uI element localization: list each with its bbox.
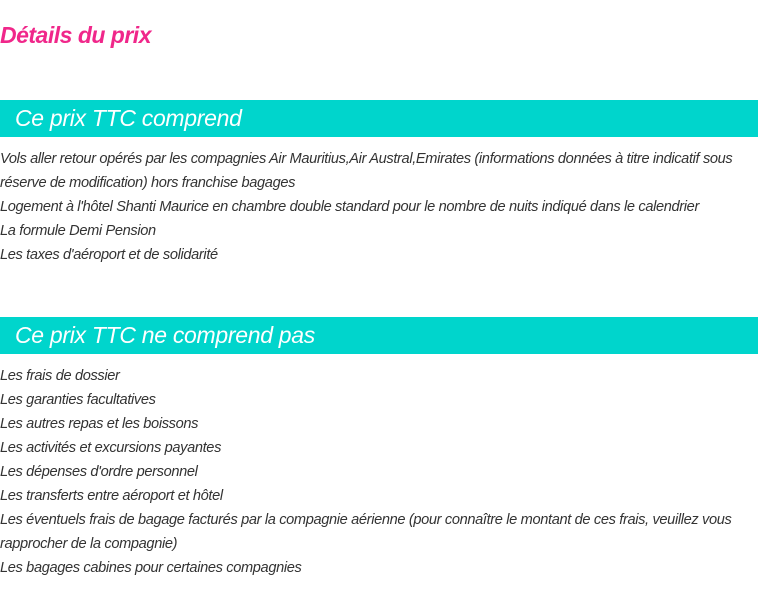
included-list [0,147,758,267]
list-item: Les taxes d'aéroport et de solidarité [0,247,218,263]
excluded-list [0,364,758,580]
list-item: Les activités et excursions payantes [0,440,222,456]
list-item: Logement à l'hôtel Shanti Maurice en chambre double standard pour le nombre de nuits indiqué dans le calendrier [0,199,699,215]
excluded-section [0,317,758,580]
page-title: Détails du prix [0,22,151,48]
included-heading: Ce prix TTC comprend [0,100,758,137]
list-item: Vols aller retour opérés par les compagnies Air Mauritius,Air Austral,Emirates (informations données à titre indicatif sous réserve de modification) hors franchise bagages [0,151,733,191]
list-item: Les dépenses d'ordre personnel [0,464,198,480]
included-section [0,100,758,267]
list-item: Les transferts entre aéroport et hôtel [0,488,223,504]
list-item: La formule Demi Pension [0,223,156,239]
list-item: Les garanties facultatives [0,392,156,408]
list-item: Les bagages cabines pour certaines compagnies [0,560,302,576]
list-item: Les frais de dossier [0,368,120,384]
list-item: Les éventuels frais de bagage facturés par la compagnie aérienne (pour connaître le montant de ces frais, veuillez vous rapprocher de la compagnie) [0,512,732,552]
list-item: Les autres repas et les boissons [0,416,199,432]
excluded-heading: Ce prix TTC ne comprend pas [0,317,758,354]
